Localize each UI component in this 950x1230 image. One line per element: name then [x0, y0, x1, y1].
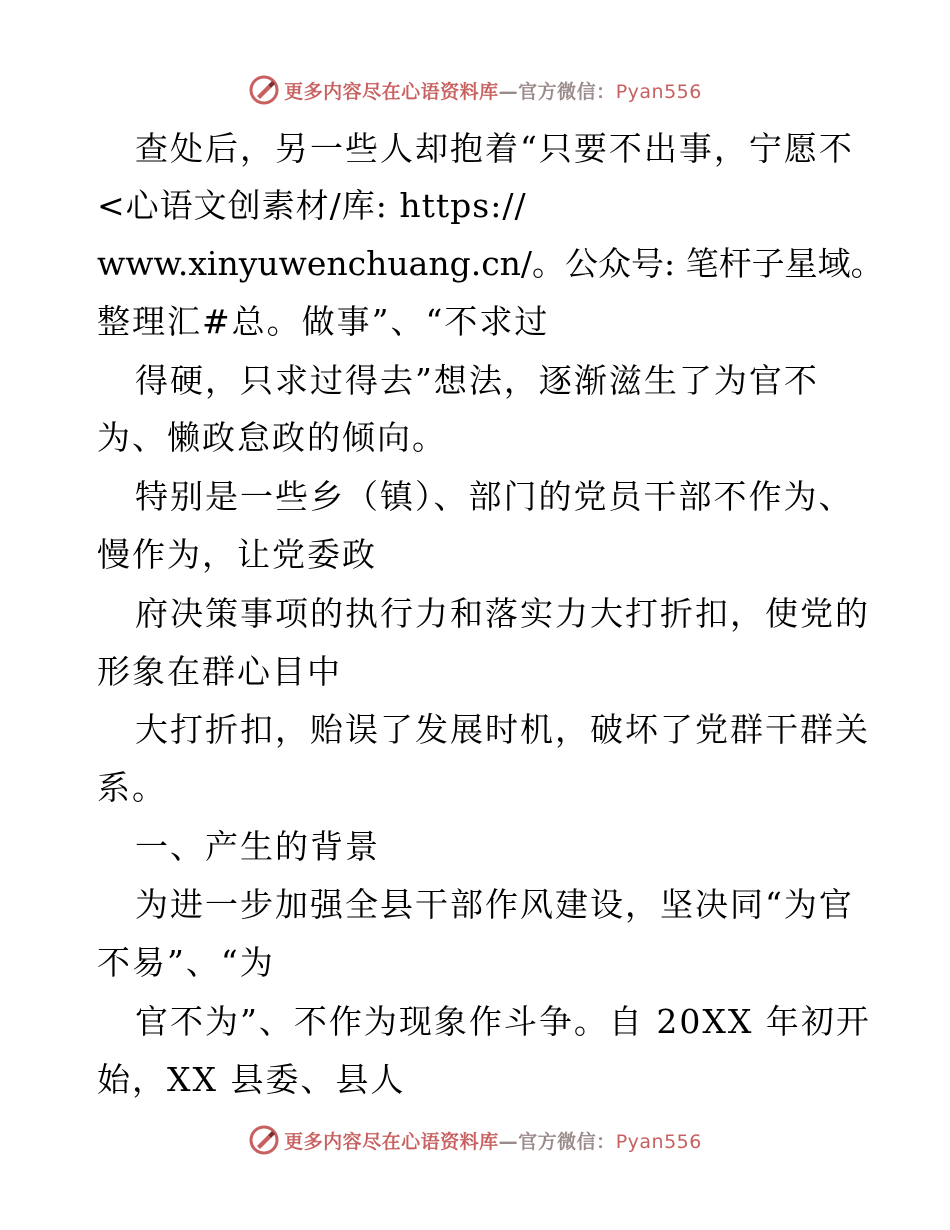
text-line: 始，XX 县委、县人: [97, 1060, 406, 1099]
text-line: 特别是一些乡（镇）、部门的党员干部不作为、: [135, 477, 854, 516]
text-line: 查处后，另一些人却抱着“只要不出事，宁愿不: [135, 129, 854, 168]
pen-logo-icon: [248, 1124, 280, 1156]
text-line: 整理汇#总。做事”、“不求过: [97, 302, 550, 341]
section-heading: 一、产生的背景: [135, 827, 380, 866]
text-line: 慢作为，让党委政: [97, 535, 377, 574]
text-line: 不易”、“为: [97, 943, 275, 982]
footer-watermark-banner: [0, 1120, 950, 1160]
text-line: <心语文创素材/库: https://: [97, 186, 527, 225]
header-watermark-banner: [0, 70, 950, 110]
text-line: 官不为”、不作为现象作斗争。自 20XX 年初开: [135, 1002, 871, 1041]
text-line: 府决策事项的执行力和落实力大打折扣，使党的: [135, 594, 870, 633]
text-line: 大打折扣，贻误了发展时机，破坏了党群干群关: [135, 710, 870, 749]
text-line: 系。: [97, 768, 167, 807]
text-line: 为、懒政怠政的倾向。: [97, 418, 447, 457]
pen-logo-icon: [248, 74, 280, 106]
watermark-text: 更多内容尽在心语资料库—官方微信：Pyan556: [284, 80, 702, 103]
text-line: 为进一步加强全县干部作风建设，坚决同“为官: [135, 885, 854, 924]
text-line: 形象在群心目中: [97, 652, 342, 691]
text-line: www.xinyuwenchuang.cn/。公众号: 笔杆子星域。: [97, 244, 884, 283]
text-line: 得硬，只求过得去”想法，逐渐滋生了为官不: [135, 361, 819, 400]
watermark-text: 更多内容尽在心语资料库—官方微信：Pyan556: [284, 1130, 702, 1153]
